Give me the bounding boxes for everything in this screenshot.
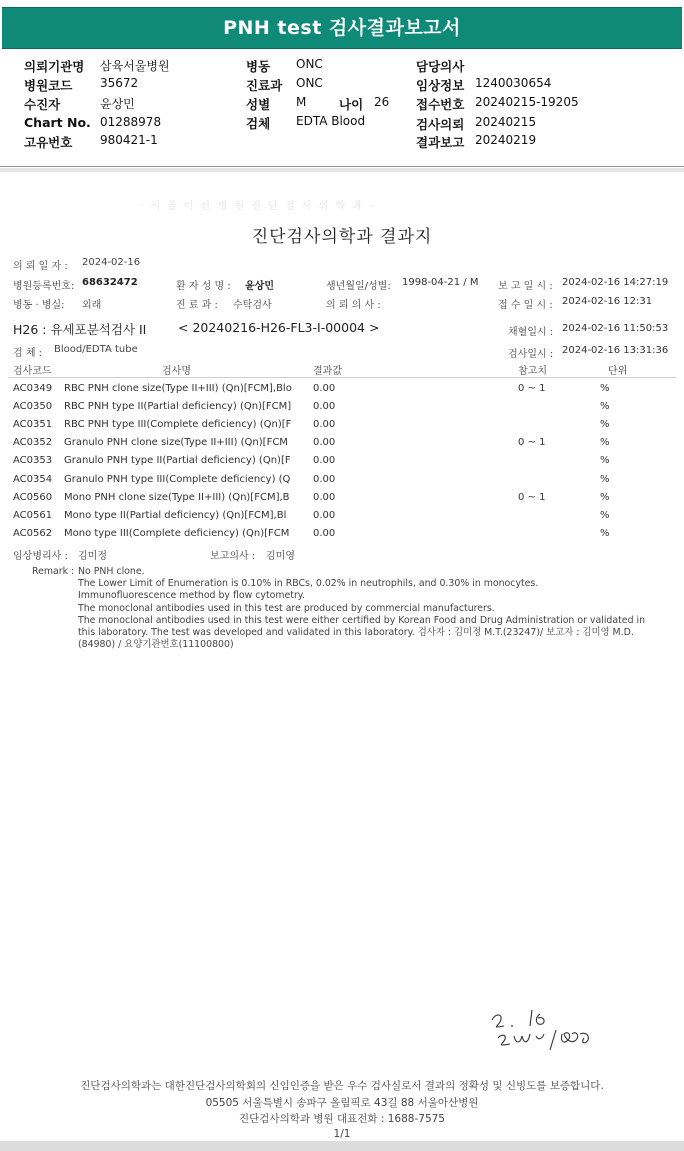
- document-title: 진단검사의학과 결과지: [251, 227, 433, 247]
- request-date-label: 의 뢰 일 자 :: [13, 261, 68, 272]
- doctor-label: 의 뢰 의 사 :: [326, 300, 381, 311]
- header-label: 검체: [246, 116, 271, 131]
- header-label: 임상정보: [416, 78, 465, 93]
- header-value: ONC: [296, 76, 323, 90]
- receipt-time: 2024-02-16 12:31: [562, 296, 653, 307]
- footer-address: 05505 서울특별시 송파구 올림픽로 43길 88 서울아산병원: [205, 1097, 479, 1109]
- cell-name: Granulo PNH type III(Complete deficiency) (Q: [64, 474, 291, 485]
- cell-name: RBC PNH type III(Complete deficiency) (Qn)[F: [64, 419, 292, 430]
- header-value: 삼육서울병원: [100, 59, 170, 73]
- header-value: M: [296, 95, 307, 109]
- header-label: 접수번호: [416, 97, 465, 112]
- cell-unit: %: [600, 455, 610, 466]
- remark-line: The Lower Limit of Enumeration is 0.10% in RBCs, 0.02% in neutrophils, and 0.30% in monocytes.: [78, 578, 539, 590]
- cell-unit: %: [600, 419, 610, 430]
- accession-number: < 20240216-H26-FL3-I-00004 >: [178, 320, 380, 335]
- cell-unit: %: [600, 528, 610, 539]
- header-label: 진료과: [246, 78, 283, 93]
- header-value: 1240030654: [475, 76, 552, 90]
- header-label: 수진자: [24, 97, 61, 112]
- reporter: 김미영: [266, 551, 295, 562]
- remark-line: The monoclonal antibodies used in this test are produced by commercial manufacturers.: [78, 602, 495, 614]
- cell-unit: %: [600, 437, 610, 448]
- top-strip: [0, 0, 684, 6]
- remark-line: (84980) / 요양기관번호(11100800): [78, 639, 234, 651]
- header-label: 고유번호: [24, 135, 73, 150]
- report-time-label: 보 고 일 시 :: [498, 281, 553, 292]
- reg-no: 68632472: [82, 277, 138, 288]
- cell-unit: %: [600, 383, 610, 394]
- remark-line: The monoclonal antibodies used in this test were either certified by Korean Food and Drug Administration or validated in: [78, 614, 646, 626]
- cell-name: Granulo PNH clone size(Type II+III) (Qn)[FCM: [64, 437, 288, 448]
- cell-result: 0.00: [313, 419, 336, 430]
- cell-unit: %: [600, 510, 610, 521]
- reg-no-label: 병원등록번호:: [13, 281, 75, 292]
- section-title: H26 : 유세포분석검사 II: [13, 322, 147, 337]
- cell-ref: 0 ~ 1: [518, 437, 546, 448]
- cell-result: 0.00: [313, 510, 336, 521]
- cell-result: 0.00: [313, 455, 336, 466]
- cell-ref: 0 ~ 1: [518, 383, 546, 394]
- specimen-label: 검 체 :: [13, 348, 43, 359]
- col-header-result: 결과값: [313, 366, 342, 377]
- dept: 수탁검사: [233, 300, 272, 311]
- footer-certification: 진단검사의학과는 대한진단검사의학회의 신임인증을 받은 우수 검사실로서 결과의 정확성 및 신빙도를 보증합니다.: [80, 1080, 604, 1092]
- cell-code: AC0351: [13, 419, 53, 430]
- cell-code: AC0349: [13, 383, 53, 394]
- header-label: 결과보고: [416, 135, 465, 150]
- cell-unit: %: [600, 401, 610, 412]
- cell-ref: 0 ~ 1: [518, 492, 546, 503]
- col-header-unit: 단위: [608, 366, 628, 377]
- request-date: 2024-02-16: [82, 257, 141, 268]
- dept-label: 진 료 과 :: [176, 300, 218, 311]
- faint-header-line: · 서 울 이 산 병 원 진 단 검 사 의 학 과 ·: [140, 201, 375, 212]
- cell-code: AC0560: [13, 492, 53, 503]
- cell-result: 0.00: [313, 437, 336, 448]
- header-label: 성별: [246, 97, 271, 112]
- pathologist: 김미정: [78, 551, 107, 562]
- header-value: 980421-1: [100, 133, 158, 147]
- col-header-code: 검사코드: [13, 366, 52, 377]
- header-label: 검사의뢰: [416, 117, 465, 132]
- dob-sex-label: 생년월일/성별:: [326, 281, 391, 292]
- header-value: ONC: [296, 57, 323, 71]
- cell-code: AC0350: [13, 401, 53, 412]
- cell-code: AC0561: [13, 510, 53, 521]
- header-label: 병동: [246, 59, 271, 74]
- test-time: 2024-02-16 13:31:36: [562, 345, 669, 356]
- pathologist-label: 임상병리사 :: [13, 551, 68, 562]
- collect-time: 2024-02-16 11:50:53: [562, 323, 669, 334]
- col-header-ref: 참고치: [518, 366, 547, 377]
- report-time: 2024-02-16 14:27:19: [562, 277, 669, 288]
- header-value: 35672: [100, 76, 139, 90]
- header-label: 담당의사: [416, 59, 465, 74]
- report-banner-title: PNH test 검사결과보고서: [2, 7, 682, 49]
- cell-name: Granulo PNH type II(Partial deficiency) (Qn)[F: [64, 455, 291, 466]
- cell-result: 0.00: [313, 383, 336, 394]
- ward-label: 병동 · 병실:: [13, 300, 65, 311]
- header-value: 20240215: [475, 115, 537, 129]
- specimen: Blood/EDTA tube: [54, 344, 138, 355]
- cell-code: AC0352: [13, 437, 53, 448]
- reporter-label: 보고의사 :: [210, 551, 256, 562]
- footer-contact: 진단검사의학과 병원 대표전화 : 1688-7575: [239, 1113, 445, 1125]
- header-label: 병원코드: [24, 78, 73, 93]
- remark-text: [78, 566, 678, 651]
- header-value: 20240215-19205: [475, 95, 579, 109]
- cell-name: RBC PNH clone size(Type II+III) (Qn)[FCM],Blo: [64, 383, 292, 394]
- cell-result: 0.00: [313, 492, 336, 503]
- header-label: 나이: [339, 97, 364, 112]
- cell-code: AC0353: [13, 455, 53, 466]
- bottom-strip: [0, 1141, 684, 1151]
- cell-result: 0.00: [313, 401, 336, 412]
- page-number: 1/1: [333, 1128, 351, 1140]
- test-time-label: 검사일시 :: [508, 349, 554, 360]
- cell-code: AC0354: [13, 474, 53, 485]
- cell-unit: %: [600, 474, 610, 485]
- header-value: 20240219: [475, 133, 537, 147]
- handwritten-signature: [480, 1000, 610, 1060]
- cell-name: Mono PNH clone size(Type II+III) (Qn)[FCM],B: [64, 492, 290, 503]
- remark-line: Immunofluorescence method by flow cytometry.: [78, 590, 305, 602]
- cell-name: Mono type III(Complete deficiency) (Qn)[FCM: [64, 528, 290, 539]
- patient-name-label: 환 자 성 명 :: [176, 281, 231, 292]
- header-value: 윤상민: [100, 97, 135, 111]
- col-header-name: 검사명: [162, 366, 191, 377]
- cell-result: 0.00: [313, 528, 336, 539]
- ward: 외래: [82, 300, 102, 311]
- header-label: 의뢰기관명: [24, 59, 85, 74]
- header-label: Chart No.: [24, 115, 91, 130]
- cell-result: 0.00: [313, 474, 336, 485]
- header-value: 01288978: [100, 115, 162, 129]
- cell-unit: %: [600, 492, 610, 503]
- dob-sex: 1998-04-21 / M: [402, 277, 479, 288]
- collect-time-label: 채혈일시 :: [508, 327, 554, 338]
- cell-code: AC0562: [13, 528, 53, 539]
- remark-line: No PNH clone.: [78, 566, 145, 577]
- patient-name: 윤상민: [245, 281, 274, 292]
- divider-shadow: [0, 168, 684, 172]
- receipt-time-label: 접 수 일 시 :: [498, 300, 553, 311]
- divider: [0, 166, 684, 167]
- cell-name: RBC PNH type II(Partial deficiency) (Qn)[FCM]: [64, 401, 292, 412]
- remark-line: this laboratory. The test was developed and validated in this laboratory. 검사자 : 김미정 M.T.(23247)/ 보고자 : 김미영 M.D.: [78, 627, 634, 639]
- remark-label: Remark :: [32, 566, 75, 577]
- table-header-divider: [8, 377, 676, 378]
- header-value: 26: [374, 95, 390, 109]
- header-value: EDTA Blood: [296, 114, 366, 128]
- cell-name: Mono type II(Partial deficiency) (Qn)[FCM],Bl: [64, 510, 287, 521]
